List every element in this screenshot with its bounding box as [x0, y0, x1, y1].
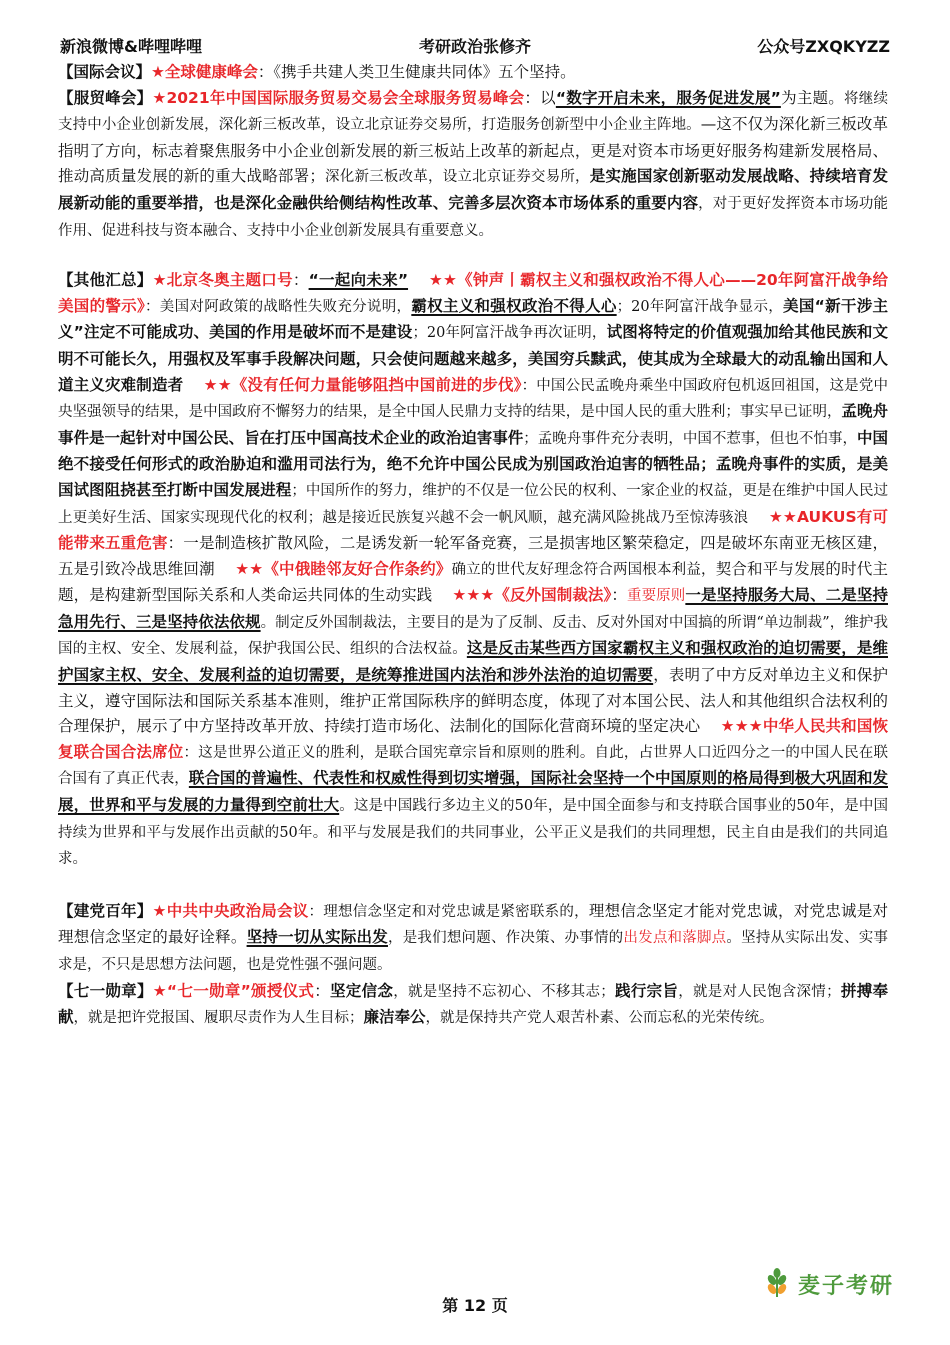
section-title: ★★★中华人民共和国恢复联合国合法席位	[58, 717, 888, 761]
text: ；中国所作的努力，维护的不仅是一位公民的权利、一家企业的权益，更是在维护中国人民过上更美好生活、国家实现现代化的权利；越是接近民族复兴越不会一帆风顺，越充满风险挑战乃至惊涛骇浪	[58, 482, 888, 526]
text: 为主题。	[780, 88, 845, 107]
section-title: ★★《中俄睦邻友好合作条约》	[235, 559, 452, 578]
section-tag: 【国际会议】	[58, 63, 152, 81]
section-tag: 【七一勋章】	[58, 981, 153, 1000]
underlined-text: 坚持一切从实际出发	[246, 928, 388, 947]
bold-text: 孟晚舟事件是一起针对中国公民、旨在打压中国高技术企业的政治迫害事件	[58, 402, 888, 447]
text: ：理想信念坚定和对党忠诚是紧密联系的，	[308, 903, 589, 920]
page-header	[60, 34, 890, 58]
header-left: 新浪微博&哔哩哔哩	[60, 37, 202, 56]
red-text: 出发点和落脚点	[623, 930, 727, 947]
text: ，就是对人民饱含深情；	[678, 983, 841, 1000]
text: ：中国公民孟晚舟乘坐中国政府包机返回祖国，这是党中央坚强领导的结果，是中国政府不懈努力的结果，是全中国人民鼎力支持的结果，是中国人民的重大胜利；事实早已证明，	[58, 377, 888, 421]
underlined-text: 一是坚持服务大局、二是坚持急用先行、三是坚持依法依规	[58, 586, 888, 631]
underlined-text: 这是反击某些西方国家霸权主义和强权政治的迫切需要，是维护国家主权、安全、发展利益的迫切需要，是统筹推进国内法治和涉外法治的迫切需要	[58, 639, 888, 685]
underlined-text: “一起向未来”	[308, 271, 409, 290]
section-tag: 【服贸峰会】	[58, 88, 153, 107]
text: ：《携手共建人类卫生健康共同体》五个坚持。	[257, 63, 576, 81]
section-party-centenary	[58, 899, 888, 979]
text: ：一是制造核扩散风险，二是诱发新一轮军备竞赛，三是损害地区繁荣稳定，四是破坏东南亚无核区建，五是引致冷战思维回潮	[58, 534, 888, 578]
section-july-first-medal	[58, 979, 888, 1032]
header-center: 考研政治张修齐	[418, 37, 531, 56]
bold-text: 美国“新干涉主义”注定不可能成功、美国的作用是破坏而不是建设	[58, 296, 888, 342]
bold-text: 拼搏奉献	[58, 981, 888, 1027]
bold-text: 中国绝不接受任何形式的政治胁迫和滥用司法行为，绝不允许中国公民成为别国政治迫害的牺牲品；孟晚舟事件的实质，是美国试图阻挠甚至打断中国发展进程	[58, 428, 888, 499]
text: ；孟晚舟事件充分表明，中国不惹事，但也不怕事，	[523, 430, 857, 447]
text: ，表明了中方反对单边主义和保护主义，遵守国际法和国际关系基本准则，维护正常国际秩序的鲜明态度，体现了对本国公民、法人和其他组织合法权利的合理保护，展示了中方坚持改革开放、持续打造市场化、法制化的国际化营商环境的坚定决心	[58, 666, 888, 736]
text: ：这是世界公道正义的胜利，是联合国宪章宗旨和原则的胜利。自此，占世界人口近四分之一的中国人民在联合国有了真正代表，	[58, 744, 888, 788]
section-title: ★全球健康峰会	[151, 63, 258, 81]
red-text: 重要原则	[626, 588, 686, 605]
underlined-text: “数字开启未来，服务促进发展”	[555, 88, 781, 107]
text: ；20年阿富汗战争显示，	[616, 298, 784, 315]
bold-text: 是实施国家创新驱动发展战略、持续培育发展新动能的重要举措，也是深化金融供给侧结构性改革、完善多层次资本市场体系的重要内容	[58, 167, 888, 212]
section-title: ★★《没有任何力量能够阻挡中国前进的步伐》	[203, 375, 522, 394]
section-tag: 【建党百年】	[58, 901, 153, 920]
text: ，就是保持共产党人艰苦朴素、公而忘私的光荣传统。	[425, 1010, 774, 1027]
text: 。这是中国践行多边主义的50年，是中国全面参与和支持联合国事业的50年，是中国持续为世界和平与发展作出贡献的50年。和平与发展是我们的共同事业，公平正义是我们的共同理想，民主自由是我们的共同追求。	[58, 798, 888, 868]
text: —这不仅为深化新三板改革指明了方向，标志着聚焦服务中小企业创新发展的新三板站上改革的新起点，更是对资本市场更好服务构建新发展格局、推动高质量发展的新的重大战略部署；	[58, 115, 888, 186]
text: 契合和平与发展的时代主题，是构建新型国际关系和人类命运共同体的生动实践	[58, 559, 888, 605]
document-body	[58, 60, 888, 1032]
text: 。制定反外国制裁法，主要目的是为了反制、反击、反对外国对中国搞的所谓“单边制裁”，维护我国的主权、安全、发展利益，保护我国公民、组织的合法权益。	[58, 614, 888, 658]
text: 。坚持从实际出发、实事求是，不只是思想方法问题，也是党性强不强问题。	[58, 930, 889, 973]
section-trade-summit	[58, 86, 888, 245]
bold-text: 践行宗旨	[614, 981, 679, 1000]
section-tag: 【其他汇总】	[58, 271, 153, 290]
bold-text: 坚定信念	[330, 981, 394, 1000]
text: ，是我们想问题、作决策、办事情的	[387, 930, 624, 947]
section-international-conference	[58, 60, 888, 86]
underlined-text: 联合国的普遍性、代表性和权威性得到切实增强，国际社会坚持一个中国原则的格局得到极大巩固和发展，世界和平与发展的力量得到空前壮大	[58, 769, 888, 815]
text: ：	[314, 981, 331, 1000]
underlined-text: 霸权主义和强权政治不得人心	[411, 296, 617, 315]
section-title: ★中共中央政治局会议	[152, 901, 309, 920]
bold-text: 廉洁奉公	[363, 1008, 426, 1027]
text: ，就是把许党报国、履职尽责作为人生目标；	[73, 1010, 364, 1027]
text: ：美国对阿政策的战略性失败充分说明，	[145, 298, 412, 315]
text: ：	[292, 271, 309, 290]
header-right: 公众号ZXQKYZZ	[757, 37, 890, 56]
text: 确立的世代友好理念符合两国根本利益，	[451, 561, 716, 578]
text: ；20年阿富汗战争再次证明，	[412, 325, 607, 342]
section-title: ★★《钟声丨霸权主义和强权政治不得人心——20年阿富汗战争给美国的警示》	[58, 271, 888, 315]
text: 将继续支持中小企业创新发展，深化新三板改革，设立北京证券交易所，打造服务创新型中小企业主阵地。	[58, 90, 888, 134]
section-title: ★★★《反外国制裁法》	[452, 586, 612, 605]
section-other-summary	[58, 268, 888, 873]
text: 深化新三板改革，设立北京证券交易所，	[324, 169, 590, 186]
text: ：	[611, 586, 627, 605]
text: ：以	[524, 88, 556, 107]
text: ，就是坚持不忘初心、不移其志；	[393, 983, 615, 1000]
section-title: ★“七一勋章”颁授仪式	[152, 981, 315, 1000]
bold-text: 试图将特定的价值观强加给其他民族和文明不可能长久，用强权及军事手段解决问题，只会使问题越来越多，美国穷兵黩武，使其成为全球最大的动乱输出国和人道主义灾难制造者	[58, 323, 888, 394]
text: 理想信念坚定才能对党忠诚，对党忠诚是对理想信念坚定的最好诠释。	[58, 901, 888, 947]
logo-text: 麦子考研	[798, 1274, 895, 1299]
section-title: ★北京冬奥主题口号	[152, 271, 293, 290]
section-title: ★2021年中国国际服务贸易交易会全球服务贸易峰会	[152, 88, 525, 107]
section-title: ★★AUKUS有可能带来五重危害	[58, 507, 888, 553]
page-number: 第 12 页	[442, 1296, 508, 1315]
text: ，对于更好发挥资本市场功能作用、促进科技与资本融合、支持中小企业创新发展具有重要意义。	[58, 195, 888, 239]
